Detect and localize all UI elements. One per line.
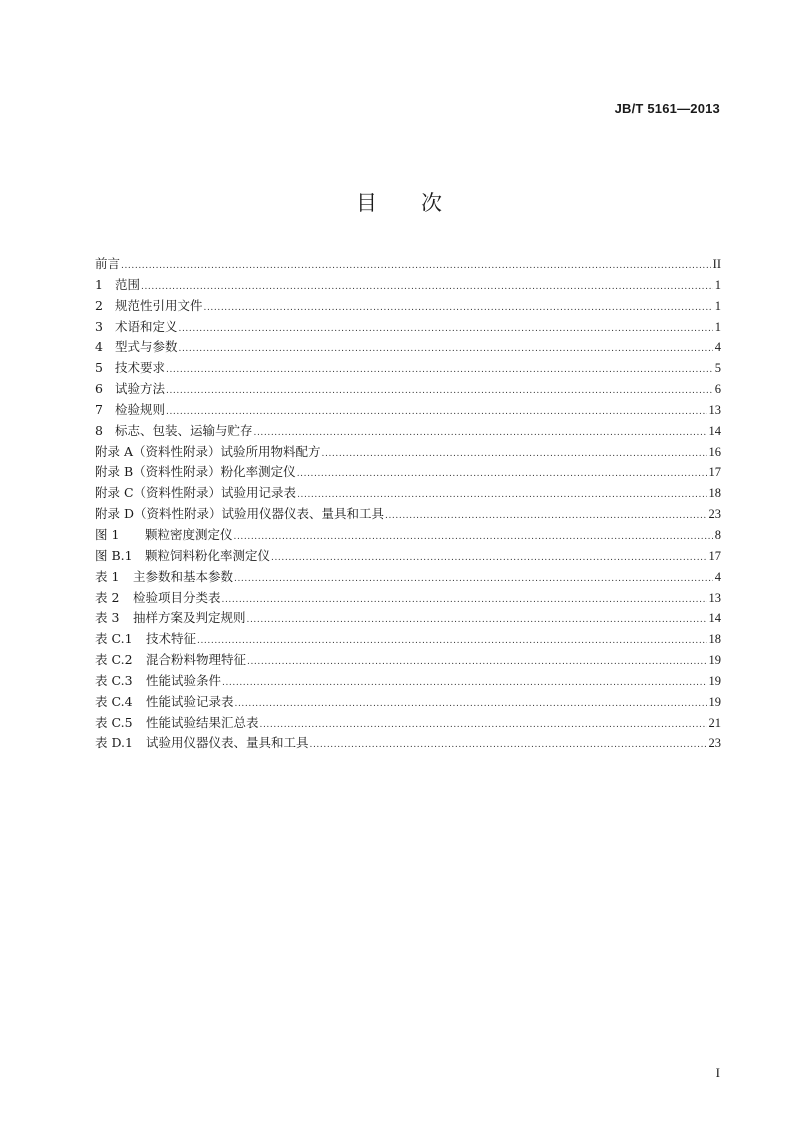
toc-entry-label: 型式与参数 (115, 339, 178, 355)
toc-entry[interactable] (95, 608, 721, 629)
toc-entry-number: 7 (95, 401, 103, 417)
toc-entry-page: 4 (714, 340, 721, 355)
toc-entry[interactable] (95, 421, 721, 442)
toc-entry-page: 17 (708, 548, 721, 563)
toc-entry-page: 14 (708, 423, 721, 438)
toc-entry-page: 19 (708, 694, 721, 709)
toc-entry-label: （资料性附录）试验用仪器仪表、量具和工具 (134, 506, 385, 522)
toc-entry-number: 1 (95, 276, 103, 292)
toc-entry-number: 表 2 (95, 589, 120, 605)
dot-leader (260, 715, 707, 736)
toc-entry-number: 表 C.5 (95, 714, 133, 730)
table-of-contents (95, 254, 721, 754)
dot-leader (271, 548, 706, 569)
toc-entry-number: 5 (95, 360, 103, 376)
toc-entry-number: 表 C.1 (95, 631, 133, 647)
standard-code: JB/T 5161—2013 (614, 101, 720, 116)
toc-entry-label: 技术要求 (115, 360, 166, 376)
toc-entry[interactable] (95, 713, 721, 734)
toc-entry-number: 图 1 (95, 526, 120, 542)
toc-entry-label: 主参数和基本参数 (133, 568, 234, 584)
toc-entry[interactable] (95, 733, 721, 754)
toc-entry-label: （资料性附录）试验所用物料配方 (133, 443, 321, 459)
toc-entry-page: 17 (708, 465, 721, 480)
toc-entry[interactable] (95, 567, 721, 588)
toc-entry-page: 1 (714, 319, 721, 334)
toc-entry-label: 标志、包装、运输与贮存 (115, 422, 253, 438)
toc-entry-page: 19 (708, 673, 721, 688)
toc-entry-label: 混合粉料物理特征 (146, 652, 247, 668)
toc-entry-page: 23 (708, 736, 721, 751)
toc-entry[interactable] (95, 588, 721, 609)
toc-entry-number: 表 D.1 (95, 735, 133, 751)
dot-leader (166, 381, 713, 402)
toc-entry-number: 2 (95, 297, 103, 313)
page-number: I (715, 1065, 720, 1080)
toc-entry[interactable] (95, 483, 721, 504)
toc-entry[interactable] (95, 442, 721, 463)
dot-leader (254, 423, 707, 444)
toc-entry[interactable] (95, 337, 721, 358)
toc-entry-label: 术语和定义 (115, 318, 178, 334)
toc-entry-page: 16 (708, 444, 721, 459)
toc-entry-page: 6 (714, 382, 721, 397)
dot-leader (179, 319, 713, 340)
toc-entry-number: 表 C.3 (95, 672, 133, 688)
toc-entry-page: 1 (714, 298, 721, 313)
toc-entry-label: 颗粒饲料粉化率测定仪 (145, 547, 271, 563)
toc-entry-label: 技术特征 (146, 631, 197, 647)
toc-entry-label: 前言 (95, 256, 121, 271)
toc-entry-number: 附录 D (95, 506, 134, 522)
toc-entry-number: 表 1 (95, 568, 120, 584)
toc-entry-label: 试验方法 (115, 381, 166, 397)
dot-leader (121, 256, 711, 277)
toc-entry-label: 范围 (115, 276, 141, 292)
toc-entry-page: 21 (708, 715, 721, 730)
toc-entry[interactable] (95, 358, 721, 379)
toc-entry-label: 性能试验记录表 (146, 693, 234, 709)
toc-entry-number: 附录 B (95, 464, 134, 480)
dot-leader (322, 444, 707, 465)
toc-entry-number: 3 (95, 318, 103, 334)
toc-entry[interactable] (95, 504, 721, 525)
page-title: 目次 (356, 191, 486, 215)
toc-entry[interactable] (95, 692, 721, 713)
toc-entry[interactable] (95, 275, 721, 296)
dot-leader (179, 339, 713, 360)
toc-entry-number: 表 C.4 (95, 693, 133, 709)
dot-leader (297, 485, 706, 506)
toc-entry-label: 颗粒密度测定仪 (145, 526, 233, 542)
toc-entry-label: 性能试验条件 (146, 672, 222, 688)
toc-entry-label: 规范性引用文件 (115, 297, 203, 313)
toc-entry-page: 23 (708, 507, 721, 522)
toc-entry-number: 附录 C (95, 485, 134, 501)
dot-leader (204, 298, 713, 319)
dot-leader (197, 631, 706, 652)
toc-entry-page: 18 (708, 632, 721, 647)
toc-entry-page: 1 (714, 277, 721, 292)
toc-entry[interactable] (95, 671, 721, 692)
toc-entry-number: 图 B.1 (95, 547, 133, 563)
toc-entry-page: 14 (708, 611, 721, 626)
toc-entry[interactable] (95, 379, 721, 400)
dot-leader (247, 610, 707, 631)
toc-entry-number: 8 (95, 422, 103, 438)
toc-entry-label: 检验项目分类表 (133, 589, 221, 605)
toc-entry-page: 8 (714, 527, 721, 542)
toc-entry[interactable] (95, 400, 721, 421)
toc-entry-number: 表 3 (95, 610, 120, 626)
dot-leader (247, 652, 706, 673)
dot-leader (222, 590, 707, 611)
toc-entry[interactable] (95, 546, 721, 567)
dot-leader (235, 694, 707, 715)
toc-entry[interactable] (95, 629, 721, 650)
toc-entry-label: 试验用仪器仪表、量具和工具 (146, 735, 309, 751)
toc-entry-page: 19 (708, 653, 721, 668)
toc-entry-page: 5 (714, 361, 721, 376)
dot-leader (234, 527, 713, 548)
dot-leader (234, 569, 713, 590)
toc-entry[interactable] (95, 462, 721, 483)
toc-entry[interactable] (95, 525, 721, 546)
toc-entry-label: 抽样方案及判定规则 (133, 610, 246, 626)
toc-entry[interactable] (95, 254, 721, 275)
toc-entry-number: 表 C.2 (95, 652, 133, 668)
toc-entry-number: 附录 A (95, 443, 134, 459)
toc-entry-label: 性能试验结果汇总表 (146, 714, 259, 730)
toc-entry-page: 13 (708, 402, 721, 417)
dot-leader (385, 506, 706, 527)
dot-leader (222, 673, 706, 694)
toc-entry[interactable] (95, 296, 721, 317)
toc-entry-page: 4 (714, 569, 721, 584)
dot-leader (310, 735, 707, 756)
dot-leader (166, 402, 706, 423)
toc-entry-label: （资料性附录）试验用记录表 (133, 485, 297, 501)
toc-entry-page: 18 (708, 486, 721, 501)
toc-entry[interactable] (95, 650, 721, 671)
toc-entry[interactable] (95, 317, 721, 338)
dot-leader (297, 464, 707, 485)
toc-entry-number: 6 (95, 381, 103, 397)
toc-entry-label: （资料性附录）粉化率测定仪 (133, 464, 296, 480)
toc-entry-page: 13 (708, 590, 721, 605)
dot-leader (141, 277, 713, 298)
toc-entry-page: II (712, 257, 721, 271)
toc-entry-label: 检验规则 (115, 401, 166, 417)
dot-leader (166, 360, 713, 381)
toc-entry-number: 4 (95, 339, 103, 355)
